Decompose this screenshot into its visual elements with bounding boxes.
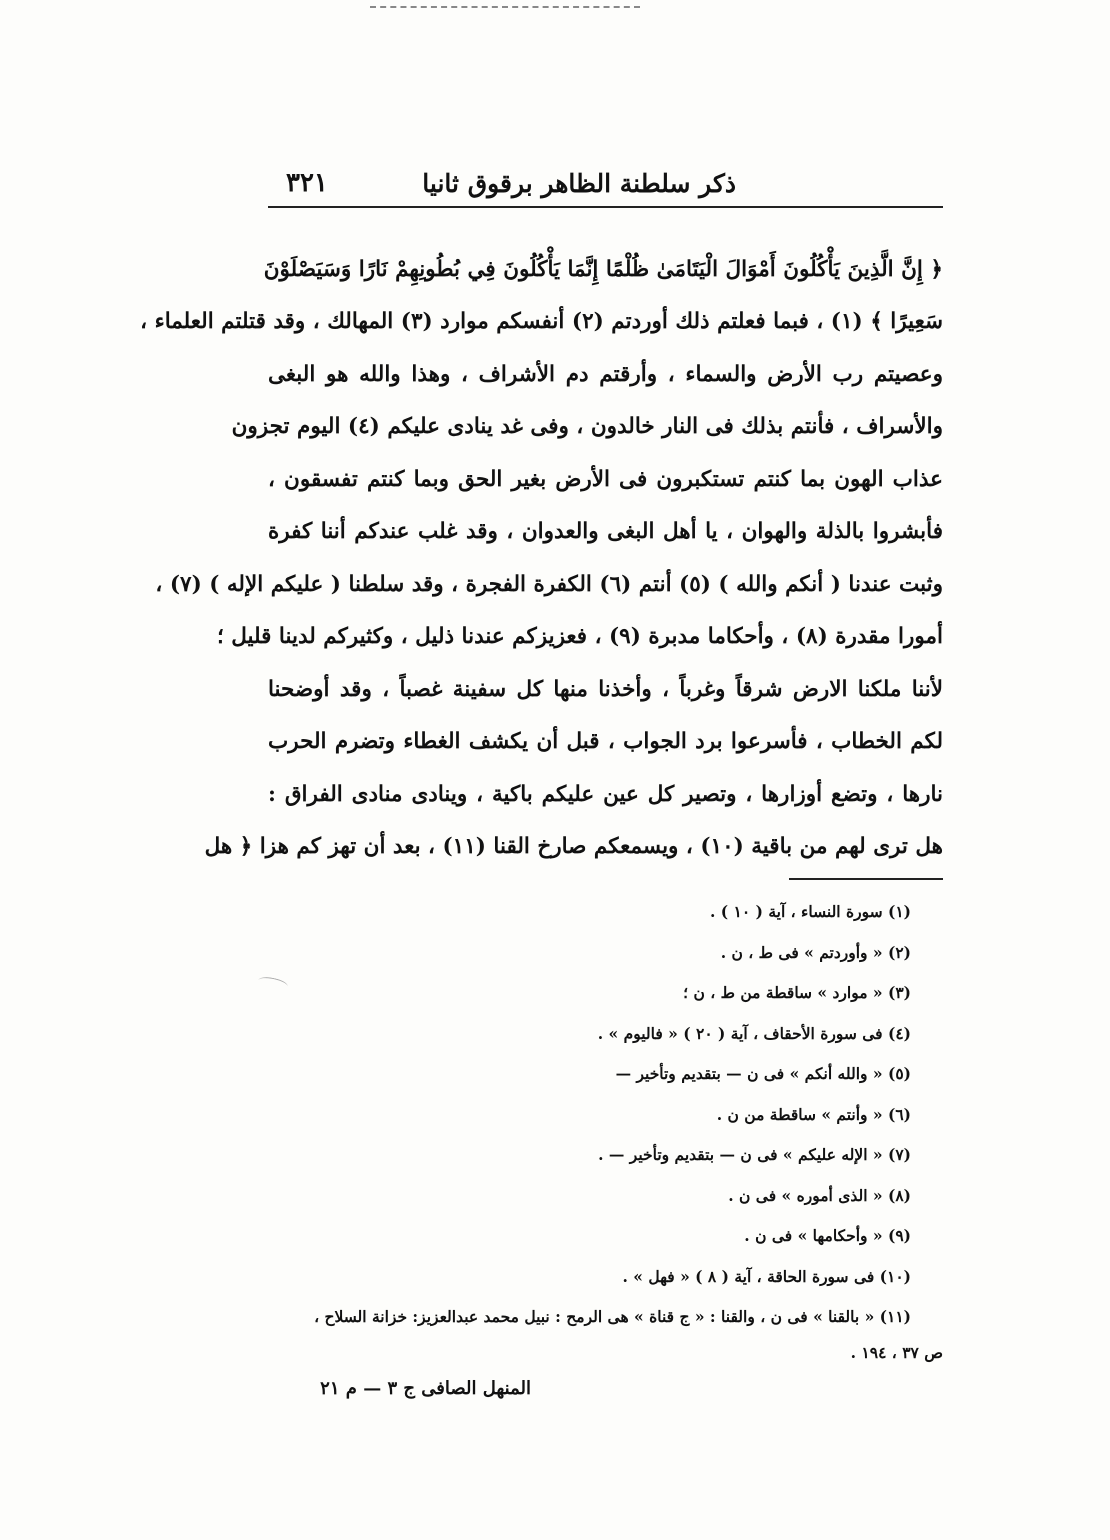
footnote: (٣) « موارد » ساقطة من ط ، ن ؛ <box>683 983 911 1002</box>
footnote: (١) سورة النساء ، آية ( ١٠ ) . <box>710 902 911 921</box>
page-header <box>268 148 943 198</box>
footnotes <box>268 892 943 1368</box>
text-line: فأبشروا بالذلة والهوان ، يا أهل البغى والعدوان ، وقد غلب عندكم أننا كفرة <box>268 519 943 544</box>
text-line: ﴿ إِنَّ الَّذِينَ يَأْكُلُونَ أَمْوَالَ الْيَتَامَىٰ ظُلْمًا إِنَّمَا يَأْكُلُونَ فِي بُطُونِهِمْ نَارًا وَسَيَصْلَوْنَ <box>263 256 943 282</box>
text-line: نارها ، وتضع أوزارها ، وتصير كل عين عليكم باكية ، وينادى منادى الفراق : <box>268 781 943 807</box>
footnote: (٦) « وأنتم » ساقطة من ن . <box>716 1104 911 1124</box>
text-line: لكم الخطاب ، فأسرعوا برد الجواب ، قبل أن يكشف الغطاء وتضرم الحرب <box>268 729 943 754</box>
footnote-separator <box>789 878 943 880</box>
text-line: وعصيتم رب الأرض والسماء ، وأرقتم دم الأشراف ، وهذا والله هو البغى <box>268 361 943 387</box>
text-line: لأننا ملكنا الارض شرقاً وغرباً ، وأخذنا منها كل سفينة غصباً ، وقد أوضحنا <box>268 676 943 702</box>
text-line: وثبت عندنا ( أنكم والله ) (٥) أنتم (٦) الكفرة الفجرة ، وقد سلطنا ( عليكم الإله ) (٧) ، <box>155 571 943 597</box>
text-line: هل ترى لهم من باقية (١٠) ، ويسمعكم صارخ القنا (١١) ، بعد أن تهز كم هزا ﴿ هل <box>204 834 943 859</box>
header-rule <box>268 206 943 208</box>
main-text <box>140 230 943 860</box>
footnote: (٢) « وأوردتم » فى ط ، ن . <box>720 942 911 962</box>
page-number: ٣٢١ <box>286 168 328 198</box>
footnote: (٥) « والله أنكم » فى ن — بتقديم وتأخير — <box>615 1064 911 1083</box>
footnote-continuation: ص ٣٧ ، ١٩٤ . <box>850 1342 943 1362</box>
text-line: عذاب الهون بما كنتم تستكبرون فى الأرض بغير الحق وبما كنتم تفسقون ، <box>268 466 943 492</box>
text-line: والأسراف ، فأنتم بذلك فى النار خالدون ، وفى غد ينادى عليكم (٤) اليوم تجزون <box>231 414 943 439</box>
footnote: (٤) فى سورة الأحقاف ، آية ( ٢٠ ) « فاليوم » . <box>597 1023 911 1043</box>
footnote: (١١) « بالقنا » فى ن ، والقنا : « ج قناة » هى الرمح : نبيل محمد عبدالعزيز: خزانة السلاح ، <box>314 1307 911 1326</box>
text-line: سَعِيرًا ﴾ (١) ، فبما فعلتم ذلك أوردتم (٢) أنفسكم موارد (٣) المهالك ، وقد قتلتم العلماء ، <box>140 309 943 334</box>
footnote: (١٠) فى سورة الحاقة ، آية ( ٨ ) « فهل » . <box>622 1266 911 1286</box>
book-page <box>140 148 943 1368</box>
footnote: (٧) « الإله عليكم » فى ن — بتقديم وتأخير — . <box>598 1145 911 1164</box>
footnote: (٨) « الذى أموره » فى ن . <box>728 1185 911 1205</box>
printer-signature-mark: المنهل الصافى ج ٣ — م ٢١ <box>320 1378 531 1399</box>
footnote: (٩) « وأحكامها » فى ن . <box>744 1226 911 1245</box>
running-head-title: ذكر سلطنة الظاهر برقوق ثانيا <box>422 169 736 198</box>
page-top-scan-mark <box>370 6 640 9</box>
text-line: أمورا مقدرة (٨) ، وأحكاما مدبرة (٩) ، فعزيزكم عندنا ذليل ، وكثيركم لدينا قليل ؛ <box>216 624 943 649</box>
